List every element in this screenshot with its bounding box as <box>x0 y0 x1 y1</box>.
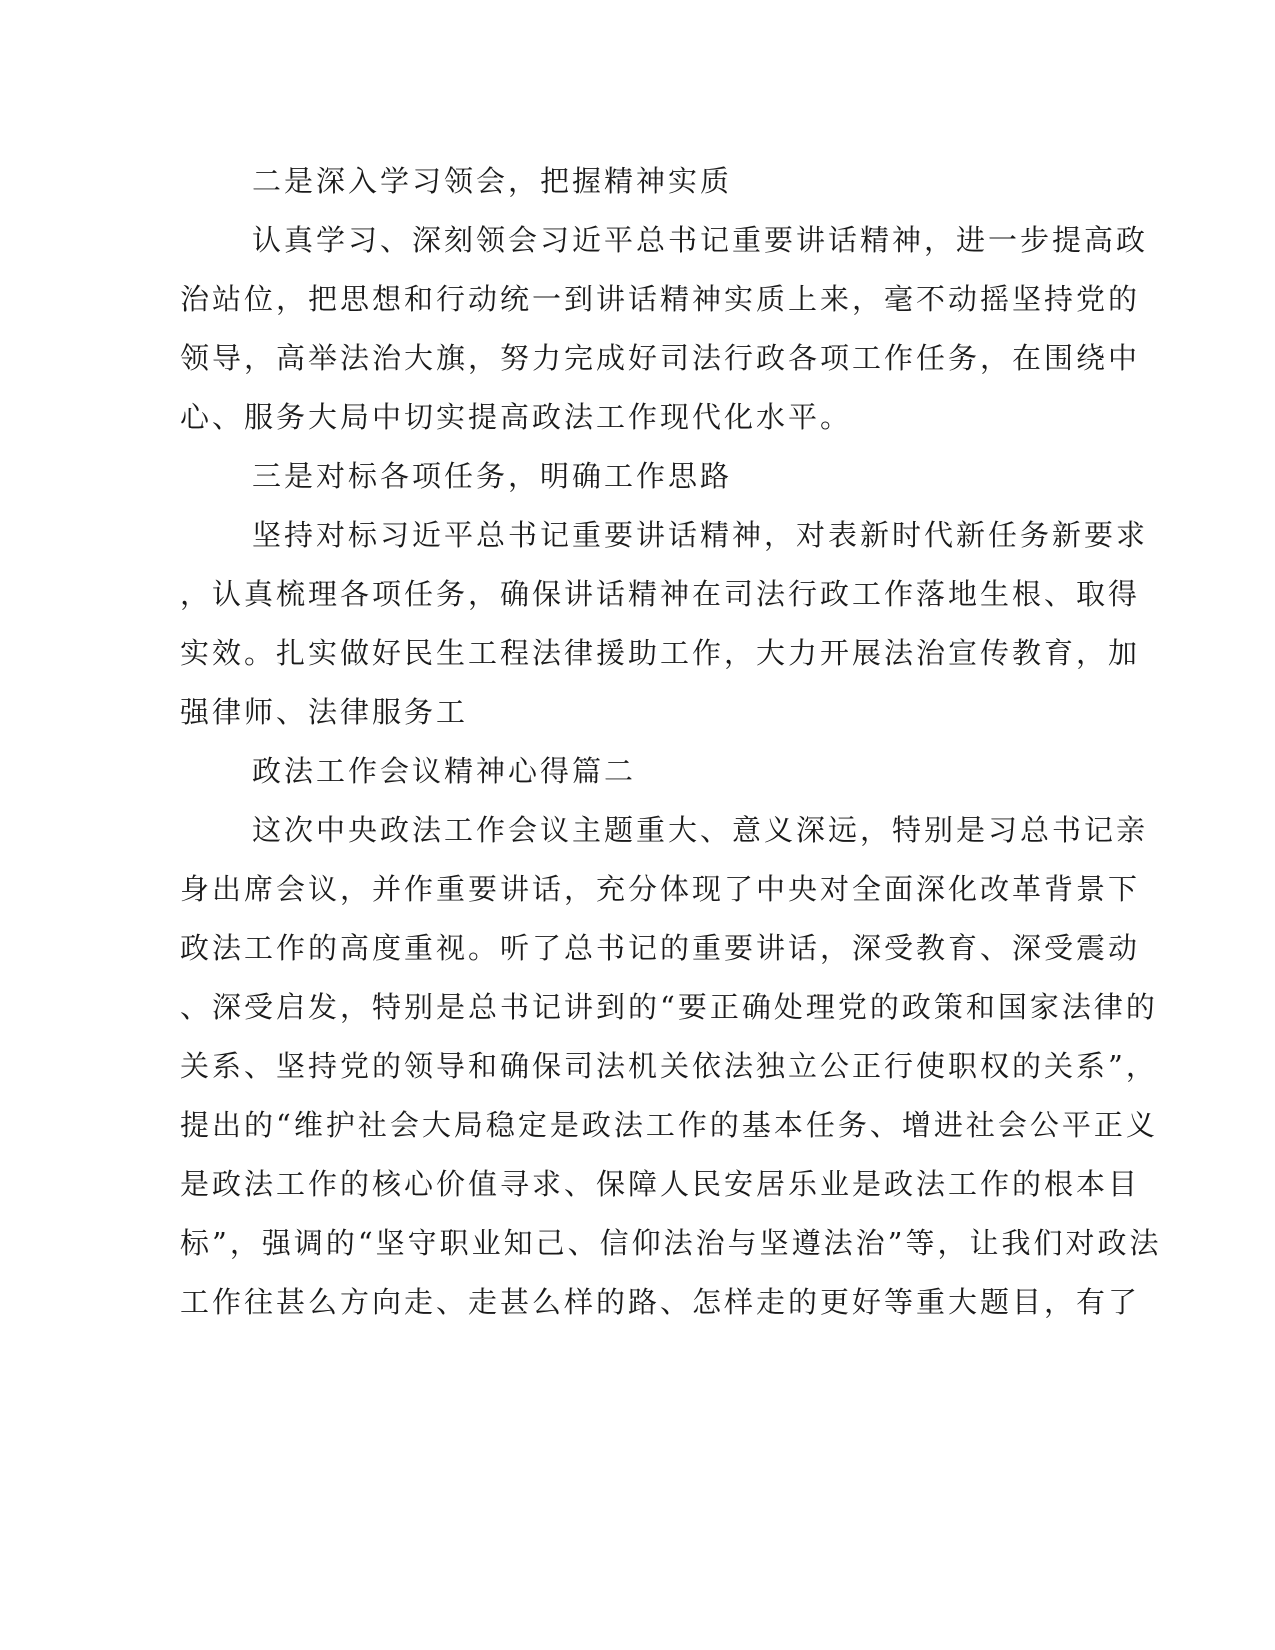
paragraph-line: 治站位，把思想和行动统一到讲话精神实质上来，毫不动摇坚持党的 <box>180 282 1141 316</box>
paragraph-line: 坚持对标习近平总书记重要讲话精神，对表新时代新任务新要求 <box>252 518 1149 552</box>
paragraph-line: 实效。扎实做好民生工程法律援助工作，大力开展法治宣传教育，加 <box>180 636 1141 670</box>
paragraph-line: 提出的“维护社会大局稳定是政法工作的基本任务、增进社会公平正义 <box>180 1108 1158 1142</box>
paragraph-line: 关系、坚持党的领导和确保司法机关依法独立公正行使职权的关系”， <box>180 1049 1158 1083</box>
paragraph-line: 领导，高举法治大旗，努力完成好司法行政各项工作任务，在围绕中 <box>180 341 1141 375</box>
heading-deep-study: 二是深入学习领会，把握精神实质 <box>252 164 733 198</box>
paragraph-line: 认真学习、深刻领会习近平总书记重要讲话精神，进一步提高政 <box>252 223 1149 257</box>
paragraph-line: 标”，强调的“坚守职业知己、信仰法治与坚遵法治”等，让我们对政法 <box>180 1226 1162 1260</box>
paragraph-line: ，认真梳理各项任务，确保讲话精神在司法行政工作落地生根、取得 <box>180 577 1141 611</box>
paragraph-line: 政法工作的高度重视。听了总书记的重要讲话，深受教育、深受震动 <box>180 931 1141 965</box>
paragraph-line: 强律师、法律服务工 <box>180 695 469 729</box>
paragraph-line: 、深受启发，特别是总书记讲到的“要正确处理党的政策和国家法律的 <box>180 990 1158 1024</box>
paragraph-line: 是政法工作的核心价值寻求、保障人民安居乐业是政法工作的根本目 <box>180 1167 1141 1201</box>
heading-benchmark-tasks: 三是对标各项任务，明确工作思路 <box>252 459 733 493</box>
paragraph-line: 心、服务大局中切实提高政法工作现代化水平。 <box>180 400 853 434</box>
section-title: 政法工作会议精神心得篇二 <box>252 754 637 788</box>
paragraph-line: 身出席会议，并作重要讲话，充分体现了中央对全面深化改革背景下 <box>180 872 1141 906</box>
paragraph-line: 工作往甚么方向走、走甚么样的路、怎样走的更好等重大题目，有了 <box>180 1285 1141 1319</box>
paragraph-line: 这次中央政法工作会议主题重大、意义深远，特别是习总书记亲 <box>252 813 1149 847</box>
